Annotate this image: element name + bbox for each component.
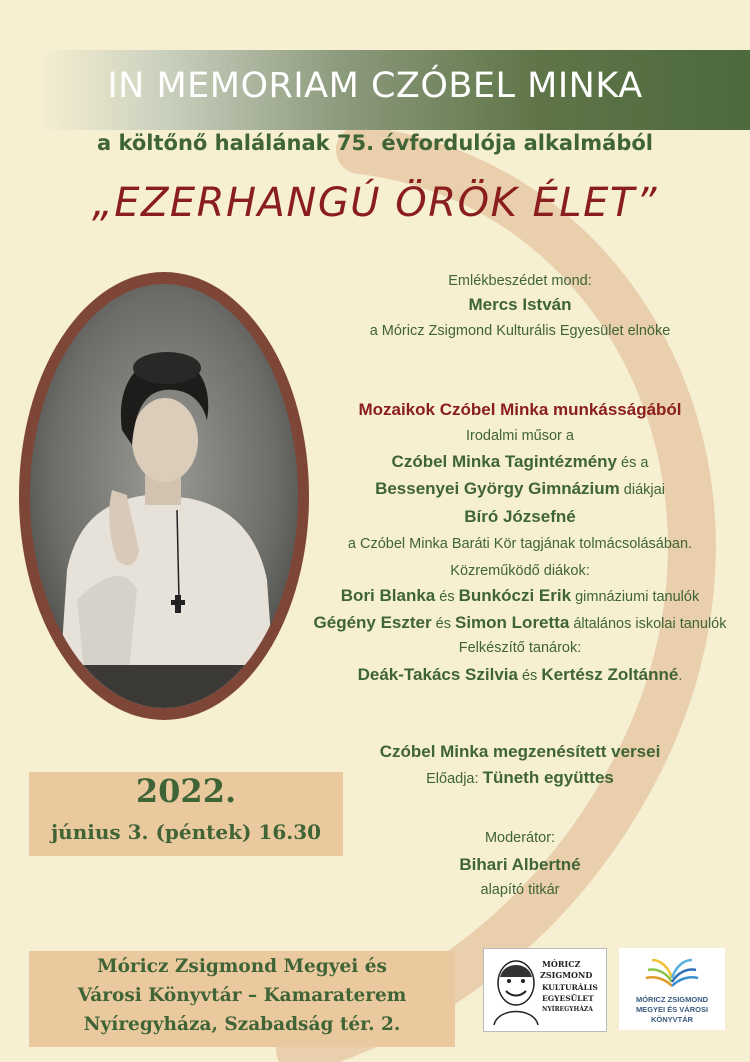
portrait-photo xyxy=(17,270,311,722)
teachers-line: Deák-Takács Szilvia és Kertész Zoltánné. xyxy=(357,665,683,684)
mosaic-title: Mozaikok Czóbel Minka munkásságából xyxy=(358,400,682,419)
school-line-2: Bessenyei György Gimnázium diákjai xyxy=(375,479,665,498)
speaker-role: a Móricz Zsigmond Kulturális Egyesület elnöke xyxy=(369,323,671,339)
event-date: június 3. (péntek) 16.30 xyxy=(50,820,322,844)
moderator-intro: Moderátor: xyxy=(484,830,556,846)
venue-line-2: Városi Könyvtár – Kamaraterem xyxy=(77,985,407,1006)
society-logo: MÓRICZ ZSIGMOND KULTURÁLIS EGYESÜLET NYÍREGYHÁZA xyxy=(483,948,607,1032)
venue-line-1: Móricz Zsigmond Megyei és xyxy=(97,956,387,977)
school-2: Bessenyei György Gimnázium xyxy=(375,479,620,498)
teachers-intro: Felkészítő tanárok: xyxy=(458,640,582,656)
subtitle: a költőnő halálának 75. évfordulója alkalmából xyxy=(97,131,653,155)
event-year: 2022. xyxy=(135,772,237,810)
school-1: Czóbel Minka Tagintézmény xyxy=(391,452,617,471)
speech-intro: Emlékbeszédet mond: xyxy=(448,273,592,289)
main-title: „EZERHANGÚ ÖRÖK ÉLET” xyxy=(91,180,658,226)
moderator-name: Bihari Albertné xyxy=(459,855,581,874)
students-line-2: Gégény Eszter és Simon Loretta általános iskolai tanulók xyxy=(313,613,727,632)
speaker-name: Mercs István xyxy=(468,295,572,314)
songs-title: Czóbel Minka megzenésített versei xyxy=(379,742,661,761)
literary-intro: Irodalmi műsor a xyxy=(466,428,574,444)
open-book-icon xyxy=(642,956,702,992)
banner-title: IN MEMORIAM CZÓBEL MINKA xyxy=(107,66,643,106)
songs-performer: Előadja: Tüneth együttes xyxy=(426,768,614,787)
library-logo: MÓRICZ ZSIGMOND MEGYEI ÉS VÁROSI KÖNYVTÁR xyxy=(619,948,725,1030)
students-intro: Közreműködő diákok: xyxy=(450,563,590,579)
venue-line-3: Nyíregyháza, Szabadság tér. 2. xyxy=(83,1014,401,1035)
school-line-1: Czóbel Minka Tagintézmény és a xyxy=(391,452,649,471)
performer-name: Bíró Józsefné xyxy=(464,507,576,526)
moderator-role: alapító titkár xyxy=(480,882,560,898)
performer-role: a Czóbel Minka Baráti Kör tagjának tolmácsolásában. xyxy=(347,536,693,552)
portrait-sketch-icon xyxy=(490,955,542,1025)
students-line-1: Bori Blanka és Bunkóczi Erik gimnáziumi tanulók xyxy=(340,586,700,605)
